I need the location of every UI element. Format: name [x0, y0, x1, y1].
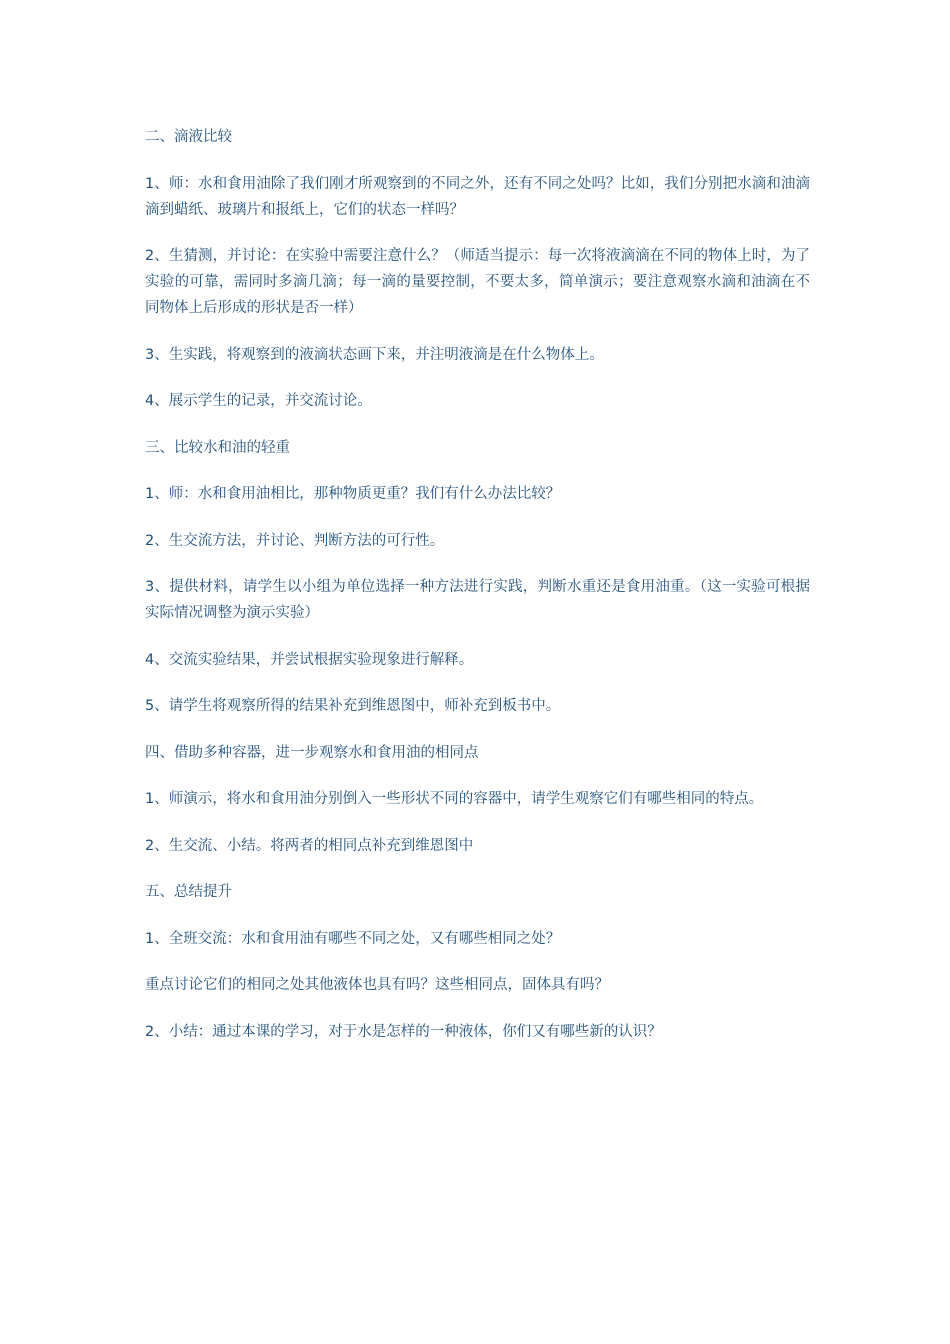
paragraph: 3、生实践，将观察到的液滴状态画下来，并注明液滴是在什么物体上。 [145, 346, 604, 363]
paragraph: 1、师演示，将水和食用油分别倒入一些形状不同的容器中，请学生观察它们有哪些相同的特点。 [145, 791, 764, 807]
paragraph: 5、请学生将观察所得的结果补充到维恩图中，师补充到板书中。 [145, 698, 561, 714]
section-heading-containers: 四、借助多种容器，进一步观察水和食用油的相同点 [145, 744, 479, 761]
paragraph: 2、生交流、小结。将两者的相同点补充到维恩图中 [145, 837, 474, 854]
paragraph: 2、生交流方法，并讨论、判断方法的可行性。 [145, 532, 445, 549]
paragraph: 3、提供材料，请学生以小组为单位选择一种方法进行实践，判断水重还是食用油重。（这一实验可根据实际情况调整为演示实验） [145, 579, 810, 621]
paragraph: 重点讨论它们的相同之处其他液体也具有吗？这些相同点，固体具有吗？ [145, 977, 609, 993]
paragraph: 4、展示学生的记录，并交流讨论。 [145, 393, 372, 409]
paragraph: 1、师：水和食用油除了我们刚才所观察到的不同之外，还有不同之处吗？比如，我们分别把水滴和油滴滴到蜡纸、玻璃片和报纸上，它们的状态一样吗？ [145, 175, 810, 218]
paragraph: 2、生猜测，并讨论：在实验中需要注意什么？（师适当提示：每一次将液滴滴在不同的物体上时，为了实验的可靠，需同时多滴几滴；每一滴的量要控制，不要太多，简单演示；要注意观察水滴和油滴在不同物体上后形成的形状是否一样） [145, 248, 810, 316]
paragraph: 2、小结：通过本课的学习，对于水是怎样的一种液体，你们又有哪些新的认识？ [145, 1023, 662, 1040]
paragraph: 4、交流实验结果，并尝试根据实验现象进行解释。 [145, 651, 474, 668]
section-heading-drop-comparison: 二、滴液比较 [145, 129, 232, 145]
section-heading-weight-comparison: 三、比较水和油的轻重 [145, 439, 290, 456]
section-heading-summary: 五、总结提升 [145, 884, 232, 900]
paragraph: 1、全班交流：水和食用油有哪些不同之处，又有哪些相同之处？ [145, 930, 561, 947]
document-body [145, 124, 810, 1065]
paragraph: 1、师：水和食用油相比，那种物质更重？我们有什么办法比较？ [145, 486, 561, 502]
